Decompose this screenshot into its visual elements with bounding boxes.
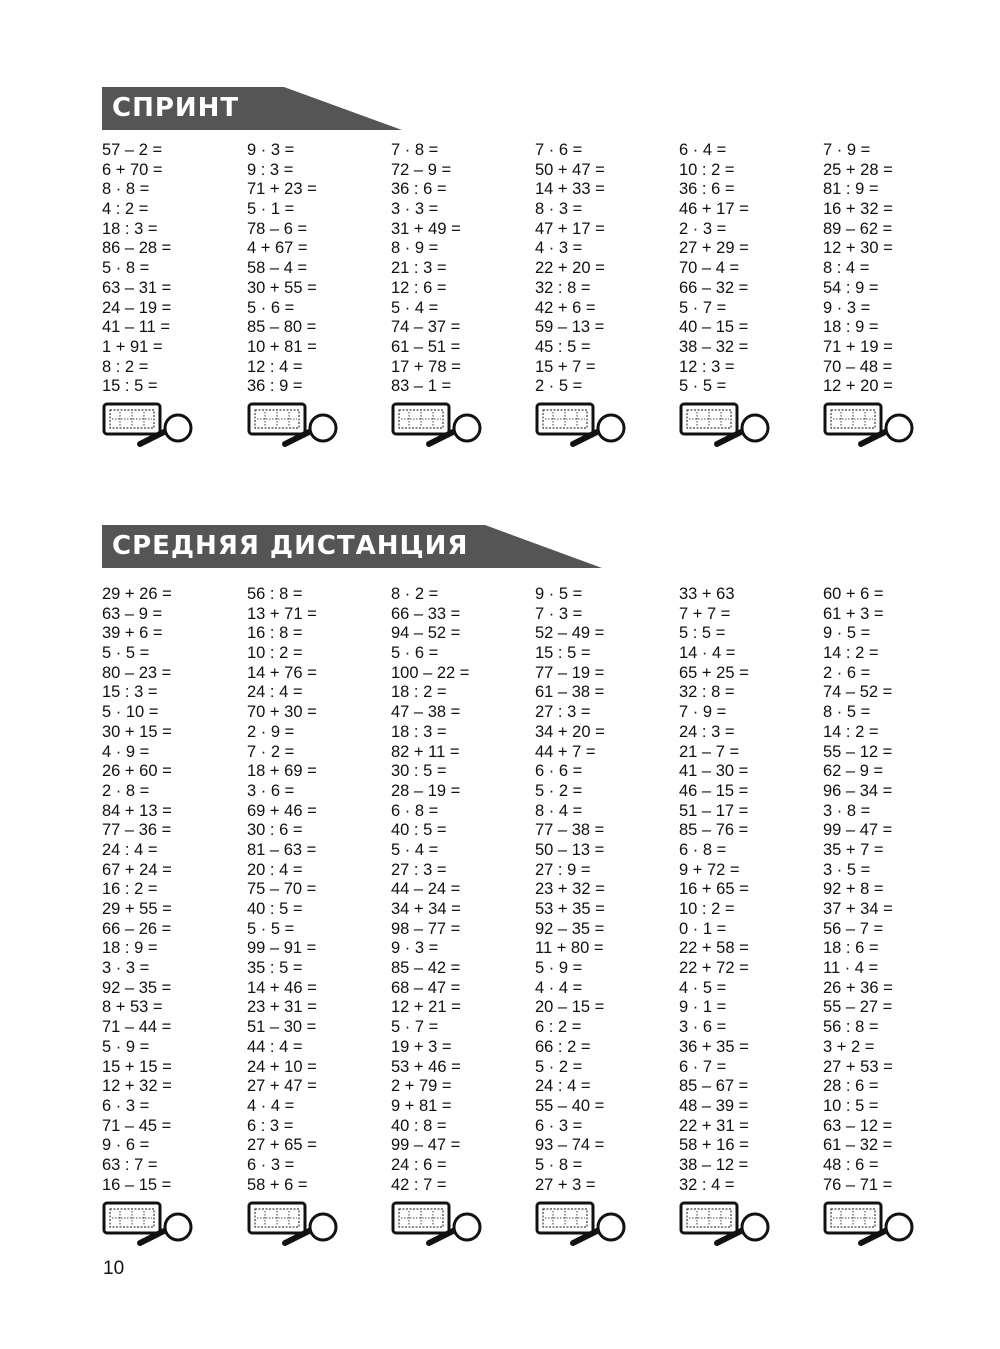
exercise-item: 23 + 31 =	[247, 998, 317, 1017]
exercise-column	[102, 585, 242, 1195]
exercise-item: 28 – 19 =	[391, 781, 461, 800]
exercise-item: 70 + 30 =	[247, 703, 317, 722]
exercise-item: 8 · 9 =	[391, 239, 439, 258]
exercise-item: 36 + 35 =	[679, 1037, 749, 1056]
exercise-item: 4 · 9 =	[102, 742, 150, 761]
exercise-item: 39 + 6 =	[102, 624, 163, 643]
exercise-item: 2 · 5 =	[535, 377, 583, 396]
exercise-item: 20 : 4 =	[247, 860, 303, 879]
exercise-item: 15 : 5 =	[102, 377, 158, 396]
exercise-item: 83 – 1 =	[391, 377, 452, 396]
exercise-item: 25 + 28 =	[823, 160, 893, 179]
exercise-item: 10 : 2 =	[679, 900, 735, 918]
exercise-item: 12 + 32 =	[102, 1077, 172, 1096]
section-title: СПРИНТ	[112, 93, 240, 123]
exercise-item: 40 : 5 =	[391, 821, 447, 840]
exercise-item: 5 · 7 =	[391, 1018, 439, 1037]
exercise-item: 40 : 5 =	[247, 900, 303, 918]
stopwatch-magnifier-icon	[247, 1200, 347, 1248]
exercise-item: 58 + 6 =	[247, 1175, 308, 1194]
exercise-item: 9 · 3 =	[823, 298, 871, 317]
exercise-item: 33 + 63	[679, 585, 735, 603]
exercise-item: 84 + 13 =	[102, 801, 172, 820]
exercise-item: 14 + 33 =	[535, 180, 605, 199]
exercise-item: 9 · 5 =	[823, 624, 871, 643]
exercise-item: 92 + 8 =	[823, 880, 884, 899]
exercise-item: 66 : 2 =	[535, 1037, 591, 1056]
exercise-item: 3 · 8 =	[823, 801, 871, 820]
exercise-item: 9 · 3 =	[247, 141, 295, 159]
exercise-item: 14 : 2 =	[823, 644, 879, 663]
exercise-item: 55 – 12 =	[823, 742, 893, 761]
exercise-item: 12 : 4 =	[247, 357, 303, 376]
exercise-column	[679, 141, 819, 397]
exercise-item: 10 : 2 =	[247, 644, 303, 663]
exercise-item: 24 – 19 =	[102, 298, 172, 317]
exercise-item: 6 · 6 =	[535, 762, 583, 781]
exercise-item: 7 · 9 =	[679, 703, 727, 722]
middle-distance-banner	[102, 525, 602, 568]
exercise-item: 85 – 76 =	[679, 821, 749, 840]
exercise-item: 66 – 33 =	[391, 604, 461, 623]
section-title: СРЕДНЯЯ ДИСТАНЦИЯ	[112, 531, 469, 561]
exercise-item: 47 – 38 =	[391, 703, 461, 722]
exercise-item: 61 – 32 =	[823, 1136, 893, 1155]
exercise-item: 24 : 4 =	[247, 683, 303, 702]
exercise-item: 30 : 5 =	[391, 762, 447, 781]
exercise-item: 44 – 24 =	[391, 880, 461, 899]
exercise-item: 93 – 74 =	[535, 1136, 605, 1155]
exercise-item: 30 : 6 =	[247, 821, 303, 840]
exercise-item: 96 – 34 =	[823, 781, 893, 800]
exercise-item: 56 – 7 =	[823, 919, 884, 938]
exercise-item: 40 – 15 =	[679, 318, 749, 337]
exercise-item: 85 – 67 =	[679, 1077, 749, 1096]
exercise-item: 21 – 7 =	[679, 742, 740, 761]
exercise-item: 24 : 6 =	[391, 1155, 447, 1174]
exercise-item: 35 + 7 =	[823, 840, 884, 859]
exercise-item: 18 : 6 =	[823, 939, 879, 958]
exercise-item: 10 : 5 =	[823, 1096, 879, 1115]
exercise-item: 7 + 7 =	[679, 604, 731, 623]
exercise-item: 18 : 3 =	[391, 722, 447, 741]
stopwatch-magnifier-icon	[823, 401, 923, 449]
exercise-item: 6 · 8 =	[679, 840, 727, 859]
exercise-item: 92 – 35 =	[102, 978, 172, 997]
exercise-item: 18 : 3 =	[102, 219, 158, 238]
exercise-item: 50 + 47 =	[535, 160, 605, 179]
exercise-item: 71 – 45 =	[102, 1116, 172, 1135]
exercise-item: 6 : 2 =	[535, 1018, 582, 1037]
exercise-item: 27 : 3 =	[535, 703, 591, 722]
exercise-item: 18 : 9 =	[823, 318, 879, 337]
exercise-item: 27 + 29 =	[679, 239, 749, 258]
exercise-item: 77 – 19 =	[535, 663, 605, 682]
stopwatch-magnifier-icon	[247, 401, 347, 449]
exercise-item: 3 · 3 =	[102, 959, 150, 978]
exercise-item: 51 – 30 =	[247, 1018, 317, 1037]
exercise-item: 67 + 24 =	[102, 860, 172, 879]
exercise-item: 5 · 5 =	[679, 377, 727, 396]
exercise-item: 12 : 3 =	[679, 357, 735, 376]
exercise-item: 100 – 22 =	[391, 663, 470, 682]
exercise-item: 18 + 69 =	[247, 762, 317, 781]
exercise-column	[535, 141, 675, 397]
exercise-item: 14 · 4 =	[679, 644, 736, 663]
exercise-item: 6 + 70 =	[102, 160, 163, 179]
exercise-item: 41 – 11 =	[102, 318, 171, 337]
exercise-column	[391, 141, 531, 397]
exercise-item: 15 : 5 =	[535, 644, 591, 663]
exercise-item: 3 · 6 =	[247, 781, 295, 800]
exercise-item: 21 : 3 =	[391, 259, 447, 278]
exercise-item: 5 · 8 =	[102, 259, 150, 278]
exercise-item: 3 · 3 =	[391, 200, 439, 219]
exercise-column	[535, 585, 675, 1195]
exercise-item: 7 · 8 =	[391, 141, 439, 159]
exercise-item: 3 · 6 =	[679, 1018, 727, 1037]
exercise-item: 48 – 39 =	[679, 1096, 749, 1115]
exercise-item: 26 + 60 =	[102, 762, 172, 781]
exercise-item: 44 : 4 =	[247, 1037, 303, 1056]
exercise-item: 8 · 2 =	[391, 585, 439, 603]
exercise-item: 78 – 6 =	[247, 219, 308, 238]
exercise-item: 27 : 3 =	[391, 860, 447, 879]
exercise-item: 53 + 35 =	[535, 900, 605, 918]
exercise-item: 5 · 9 =	[102, 1037, 150, 1056]
stopwatch-magnifier-icon	[102, 1200, 202, 1248]
exercise-item: 4 · 4 =	[247, 1096, 295, 1115]
exercise-item: 36 : 6 =	[679, 180, 735, 199]
exercise-item: 5 · 6 =	[391, 644, 439, 663]
exercise-item: 4 : 2 =	[102, 200, 149, 219]
exercise-item: 30 + 55 =	[247, 278, 317, 297]
exercise-item: 5 · 4 =	[391, 298, 439, 317]
exercise-item: 18 : 9 =	[102, 939, 158, 958]
exercise-item: 1 + 91 =	[102, 337, 163, 356]
exercise-item: 27 + 47 =	[247, 1077, 317, 1096]
exercise-item: 14 : 2 =	[823, 722, 879, 741]
exercise-item: 71 – 44 =	[102, 1018, 172, 1037]
exercise-item: 27 + 65 =	[247, 1136, 317, 1155]
exercise-item: 32 : 8 =	[535, 278, 591, 297]
exercise-item: 9 · 5 =	[535, 585, 583, 603]
exercise-item: 32 : 8 =	[679, 683, 735, 702]
stopwatch-magnifier-icon	[823, 1200, 923, 1248]
exercise-item: 60 + 6 =	[823, 585, 884, 603]
exercise-item: 61 + 3 =	[823, 604, 884, 623]
exercise-item: 55 – 40 =	[535, 1096, 605, 1115]
exercise-item: 5 · 5 =	[102, 644, 150, 663]
exercise-column	[679, 585, 819, 1195]
exercise-item: 14 + 76 =	[247, 663, 317, 682]
exercise-item: 56 : 8 =	[247, 585, 303, 603]
exercise-item: 12 + 21 =	[391, 998, 461, 1017]
exercise-item: 28 : 6 =	[823, 1077, 879, 1096]
stopwatch-magnifier-icon	[535, 401, 635, 449]
exercise-item: 58 – 4 =	[247, 259, 308, 278]
exercise-item: 46 – 15 =	[679, 781, 749, 800]
exercise-column	[102, 141, 242, 397]
exercise-item: 65 + 25 =	[679, 663, 749, 682]
exercise-item: 16 + 32 =	[823, 200, 893, 219]
exercise-item: 7 · 3 =	[535, 604, 583, 623]
exercise-item: 29 + 55 =	[102, 900, 172, 918]
stopwatch-magnifier-icon	[535, 1200, 635, 1248]
exercise-item: 4 · 3 =	[535, 239, 583, 258]
exercise-item: 12 : 6 =	[391, 278, 447, 297]
exercise-item: 81 : 9 =	[823, 180, 879, 199]
exercise-item: 52 – 49 =	[535, 624, 605, 643]
exercise-item: 7 · 9 =	[823, 141, 871, 159]
exercise-item: 11 · 4 =	[823, 959, 879, 978]
exercise-column	[247, 585, 387, 1195]
exercise-item: 6 : 3 =	[247, 1116, 294, 1135]
exercise-item: 10 + 81 =	[247, 337, 317, 356]
exercise-item: 3 · 5 =	[823, 860, 871, 879]
exercise-item: 74 – 52 =	[823, 683, 893, 702]
exercise-item: 42 : 7 =	[391, 1175, 447, 1194]
exercise-item: 70 – 4 =	[679, 259, 740, 278]
exercise-item: 42 + 6 =	[535, 298, 596, 317]
exercise-item: 48 : 6 =	[823, 1155, 879, 1174]
exercise-item: 36 : 6 =	[391, 180, 447, 199]
exercise-item: 8 : 4 =	[823, 259, 870, 278]
exercise-item: 18 : 2 =	[391, 683, 447, 702]
exercise-item: 22 + 31 =	[679, 1116, 749, 1135]
stopwatch-magnifier-icon	[679, 1200, 779, 1248]
exercise-item: 40 : 8 =	[391, 1116, 447, 1135]
exercise-item: 2 + 79 =	[391, 1077, 452, 1096]
exercise-item: 12 + 30 =	[823, 239, 893, 258]
exercise-item: 6 · 7 =	[679, 1057, 727, 1076]
exercise-item: 53 + 46 =	[391, 1057, 461, 1076]
exercise-item: 29 + 26 =	[102, 585, 172, 603]
exercise-item: 7 · 6 =	[535, 141, 583, 159]
exercise-item: 92 – 35 =	[535, 919, 605, 938]
exercise-item: 23 + 32 =	[535, 880, 605, 899]
exercise-item: 15 + 15 =	[102, 1057, 172, 1076]
exercise-item: 35 : 5 =	[247, 959, 303, 978]
exercise-item: 9 · 6 =	[102, 1136, 150, 1155]
exercise-item: 50 – 13 =	[535, 840, 605, 859]
exercise-item: 89 – 62 =	[823, 219, 893, 238]
exercise-item: 22 + 72 =	[679, 959, 749, 978]
exercise-item: 16 + 65 =	[679, 880, 749, 899]
exercise-item: 80 – 23 =	[102, 663, 172, 682]
exercise-item: 38 – 32 =	[679, 337, 749, 356]
exercise-item: 86 – 28 =	[102, 239, 172, 258]
exercise-item: 30 + 15 =	[102, 722, 172, 741]
page-number: 10	[103, 1258, 125, 1279]
stopwatch-magnifier-icon	[679, 401, 779, 449]
exercise-item: 26 + 36 =	[823, 978, 893, 997]
exercise-column	[247, 141, 387, 397]
exercise-item: 76 – 71 =	[823, 1175, 893, 1194]
exercise-item: 8 + 53 =	[102, 998, 163, 1017]
exercise-item: 4 · 5 =	[679, 978, 727, 997]
exercise-item: 99 – 47 =	[823, 821, 893, 840]
exercise-item: 24 : 4 =	[535, 1077, 591, 1096]
exercise-item: 99 – 91 =	[247, 939, 317, 958]
exercise-item: 68 – 47 =	[391, 978, 461, 997]
exercise-item: 13 + 71 =	[247, 604, 317, 623]
exercise-item: 81 – 63 =	[247, 840, 317, 859]
exercise-item: 34 + 34 =	[391, 900, 461, 918]
exercise-item: 16 – 15 =	[102, 1175, 172, 1194]
exercise-item: 70 – 48 =	[823, 357, 893, 376]
exercise-item: 22 + 20 =	[535, 259, 605, 278]
exercise-item: 6 · 3 =	[535, 1116, 583, 1135]
exercise-item: 5 : 5 =	[679, 624, 726, 643]
exercise-item: 6 · 8 =	[391, 801, 439, 820]
exercise-item: 74 – 37 =	[391, 318, 461, 337]
exercise-item: 15 + 7 =	[535, 357, 596, 376]
exercise-item: 71 + 19 =	[823, 337, 893, 356]
exercise-item: 2 · 6 =	[823, 663, 871, 682]
exercise-item: 14 + 46 =	[247, 978, 317, 997]
exercise-item: 32 : 4 =	[679, 1175, 735, 1194]
exercise-item: 75 – 70 =	[247, 880, 317, 899]
exercise-item: 34 + 20 =	[535, 722, 605, 741]
stopwatch-magnifier-icon	[391, 1200, 491, 1248]
exercise-item: 9 · 1 =	[679, 998, 727, 1017]
exercise-item: 5 · 5 =	[247, 919, 295, 938]
exercise-item: 2 · 3 =	[679, 219, 727, 238]
exercise-item: 51 – 17 =	[679, 801, 749, 820]
exercise-item: 24 + 10 =	[247, 1057, 317, 1076]
exercise-item: 6 · 4 =	[679, 141, 727, 159]
exercise-item: 8 · 8 =	[102, 180, 150, 199]
exercise-item: 63 – 31 =	[102, 278, 172, 297]
exercise-item: 5 · 10 =	[102, 703, 159, 722]
exercise-item: 2 · 8 =	[102, 781, 150, 800]
exercise-item: 12 + 20 =	[823, 377, 893, 396]
exercise-item: 5 · 6 =	[247, 298, 295, 317]
exercise-item: 82 + 11 =	[391, 742, 460, 761]
exercise-item: 27 + 53 =	[823, 1057, 893, 1076]
exercise-item: 11 + 80 =	[535, 939, 604, 958]
exercise-item: 56 : 8 =	[823, 1018, 879, 1037]
exercise-item: 63 – 12 =	[823, 1116, 893, 1135]
exercise-item: 22 + 58 =	[679, 939, 749, 958]
exercise-column	[823, 141, 963, 397]
exercise-item: 19 + 3 =	[391, 1037, 452, 1056]
exercise-item: 99 – 47 =	[391, 1136, 461, 1155]
exercise-item: 66 – 32 =	[679, 278, 749, 297]
exercise-item: 45 : 5 =	[535, 337, 591, 356]
exercise-item: 8 : 2 =	[102, 357, 149, 376]
exercise-item: 27 + 3 =	[535, 1175, 596, 1194]
exercise-item: 63 : 7 =	[102, 1155, 158, 1174]
exercise-item: 4 · 4 =	[535, 978, 583, 997]
exercise-item: 16 : 2 =	[102, 880, 158, 899]
exercise-item: 31 + 49 =	[391, 219, 461, 238]
exercise-item: 58 + 16 =	[679, 1136, 749, 1155]
exercise-item: 37 + 34 =	[823, 900, 893, 918]
exercise-item: 85 – 42 =	[391, 959, 461, 978]
exercise-item: 8 · 4 =	[535, 801, 583, 820]
exercise-item: 9 · 3 =	[391, 939, 439, 958]
exercise-item: 61 – 38 =	[535, 683, 605, 702]
exercise-item: 9 : 3 =	[247, 160, 294, 179]
exercise-item: 4 + 67 =	[247, 239, 308, 258]
exercise-item: 17 + 78 =	[391, 357, 461, 376]
exercise-item: 72 – 9 =	[391, 160, 452, 179]
sprint-banner	[102, 87, 402, 130]
exercise-item: 9 + 81 =	[391, 1096, 452, 1115]
exercise-item: 15 : 3 =	[102, 683, 158, 702]
exercise-item: 5 · 2 =	[535, 1057, 583, 1076]
exercise-item: 55 – 27 =	[823, 998, 893, 1017]
exercise-item: 62 – 9 =	[823, 762, 884, 781]
exercise-item: 63 – 9 =	[102, 604, 163, 623]
exercise-item: 77 – 38 =	[535, 821, 605, 840]
exercise-item: 61 – 51 =	[391, 337, 461, 356]
exercise-item: 6 · 3 =	[247, 1155, 295, 1174]
exercise-item: 57 – 2 =	[102, 141, 163, 159]
exercise-item: 0 · 1 =	[679, 919, 727, 938]
exercise-item: 16 : 8 =	[247, 624, 303, 643]
exercise-item: 38 – 12 =	[679, 1155, 749, 1174]
exercise-item: 27 : 9 =	[535, 860, 591, 879]
exercise-item: 9 + 72 =	[679, 860, 740, 879]
exercise-item: 98 – 77 =	[391, 919, 461, 938]
exercise-item: 10 : 2 =	[679, 160, 735, 179]
exercise-item: 6 · 3 =	[102, 1096, 150, 1115]
exercise-item: 5 · 1 =	[247, 200, 295, 219]
exercise-item: 24 : 3 =	[679, 722, 735, 741]
exercise-column	[391, 585, 531, 1195]
exercise-item: 36 : 9 =	[247, 377, 303, 396]
exercise-item: 77 – 36 =	[102, 821, 172, 840]
exercise-item: 7 · 2 =	[247, 742, 295, 761]
exercise-item: 44 + 7 =	[535, 742, 596, 761]
exercise-item: 5 · 8 =	[535, 1155, 583, 1174]
exercise-item: 46 + 17 =	[679, 200, 749, 219]
exercise-item: 94 – 52 =	[391, 624, 461, 643]
exercise-item: 24 : 4 =	[102, 840, 158, 859]
exercise-item: 8 · 3 =	[535, 200, 583, 219]
exercise-item: 8 · 5 =	[823, 703, 871, 722]
exercise-item: 59 – 13 =	[535, 318, 605, 337]
exercise-item: 5 · 4 =	[391, 840, 439, 859]
exercise-column	[823, 585, 963, 1195]
stopwatch-magnifier-icon	[102, 401, 202, 449]
exercise-item: 66 – 26 =	[102, 919, 172, 938]
exercise-item: 3 + 2 =	[823, 1037, 875, 1056]
exercise-item: 47 + 17 =	[535, 219, 605, 238]
exercise-item: 71 + 23 =	[247, 180, 317, 199]
exercise-item: 2 · 9 =	[247, 722, 295, 741]
exercise-item: 5 · 9 =	[535, 959, 583, 978]
stopwatch-magnifier-icon	[391, 401, 491, 449]
exercise-item: 41 – 30 =	[679, 762, 749, 781]
exercise-item: 85 – 80 =	[247, 318, 317, 337]
exercise-item: 5 · 7 =	[679, 298, 727, 317]
exercise-item: 20 – 15 =	[535, 998, 605, 1017]
exercise-item: 54 : 9 =	[823, 278, 879, 297]
exercise-item: 69 + 46 =	[247, 801, 317, 820]
exercise-item: 5 · 2 =	[535, 781, 583, 800]
